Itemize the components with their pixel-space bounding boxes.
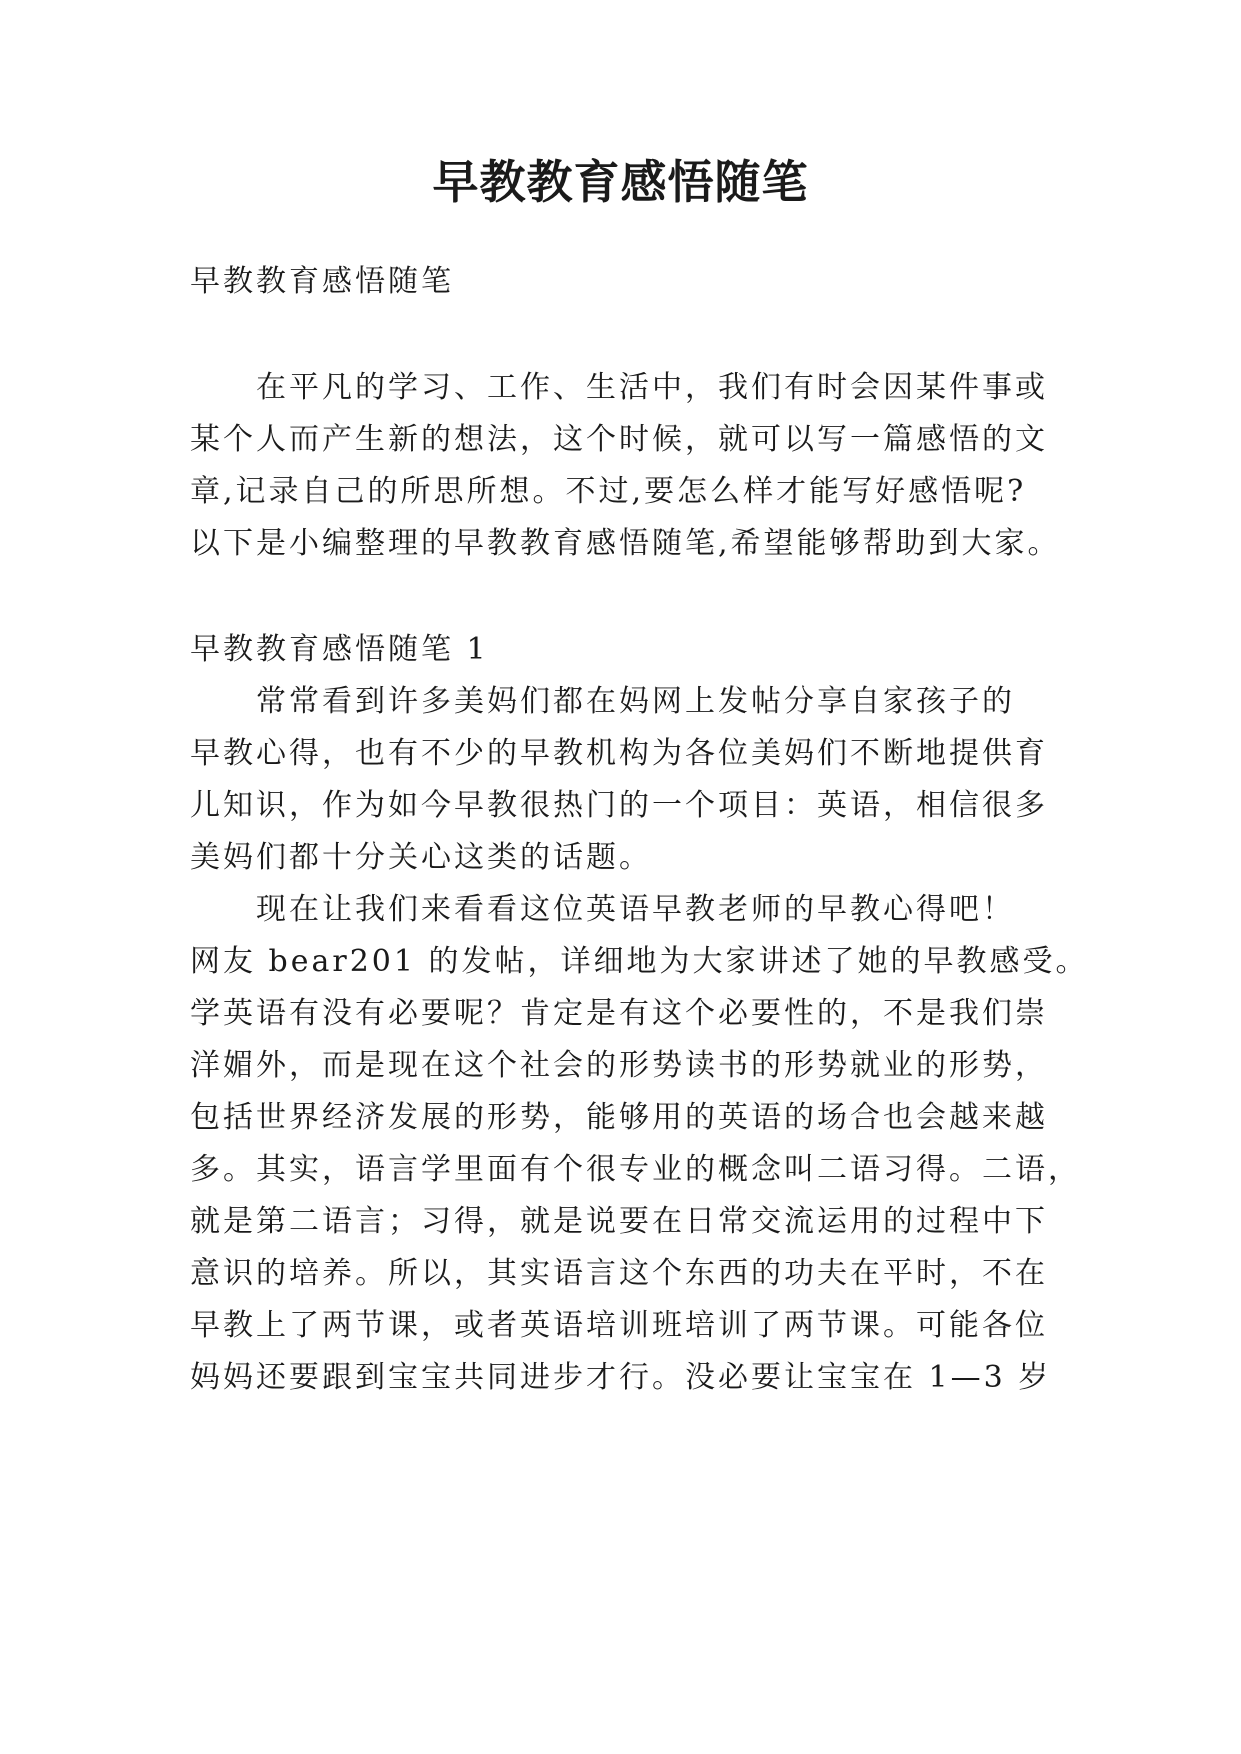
paragraph-line: 多。其实，语言学里面有个很专业的概念叫二语习得。二语， [190, 1152, 1081, 1187]
paragraph-line: 洋媚外，而是现在这个社会的形势读书的形势就业的形势， [190, 1048, 1048, 1083]
paragraph-line: 早教心得，也有不少的早教机构为各位美妈们不断地提供育 [190, 736, 1048, 771]
paragraph-line: 网友 bear201 的发帖，详细地为大家讲述了她的早教感受。 [190, 944, 1089, 979]
paragraph-line: 现在让我们来看看这位英语早教老师的早教心得吧！ [256, 892, 1015, 927]
document-subtitle: 早教教育感悟随笔 [190, 264, 454, 299]
paragraph-line: 包括世界经济发展的形势，能够用的英语的场合也会越来越 [190, 1100, 1048, 1135]
paragraph-line: 美妈们都十分关心这类的话题。 [190, 840, 652, 875]
paragraph-line: 儿知识，作为如今早教很热门的一个项目：英语，相信很多 [190, 788, 1048, 823]
intro-line: 在平凡的学习、工作、生活中，我们有时会因某件事或 [256, 370, 1048, 405]
paragraph-line: 就是第二语言；习得，就是说要在日常交流运用的过程中下 [190, 1204, 1048, 1239]
document-title: 早教教育感悟随笔 [432, 155, 809, 209]
intro-line: 以下是小编整理的早教教育感悟随笔,希望能够帮助到大家。 [190, 526, 1061, 561]
paragraph-line: 学英语有没有必要呢？肯定是有这个必要性的，不是我们崇 [190, 996, 1048, 1031]
paragraph-line: 妈妈还要跟到宝宝共同进步才行。没必要让宝宝在 1—3 岁 [190, 1360, 1052, 1395]
section-heading: 早教教育感悟随笔 1 [190, 632, 489, 667]
paragraph-line: 常常看到许多美妈们都在妈网上发帖分享自家孩子的 [256, 684, 1015, 719]
paragraph-line: 早教上了两节课，或者英语培训班培训了两节课。可能各位 [190, 1308, 1048, 1343]
paragraph-line: 意识的培养。所以，其实语言这个东西的功夫在平时，不在 [190, 1256, 1048, 1291]
intro-line: 某个人而产生新的想法，这个时候，就可以写一篇感悟的文 [190, 422, 1048, 457]
intro-line: 章,记录自己的所思所想。不过,要怎么样才能写好感悟呢? [190, 474, 1027, 509]
